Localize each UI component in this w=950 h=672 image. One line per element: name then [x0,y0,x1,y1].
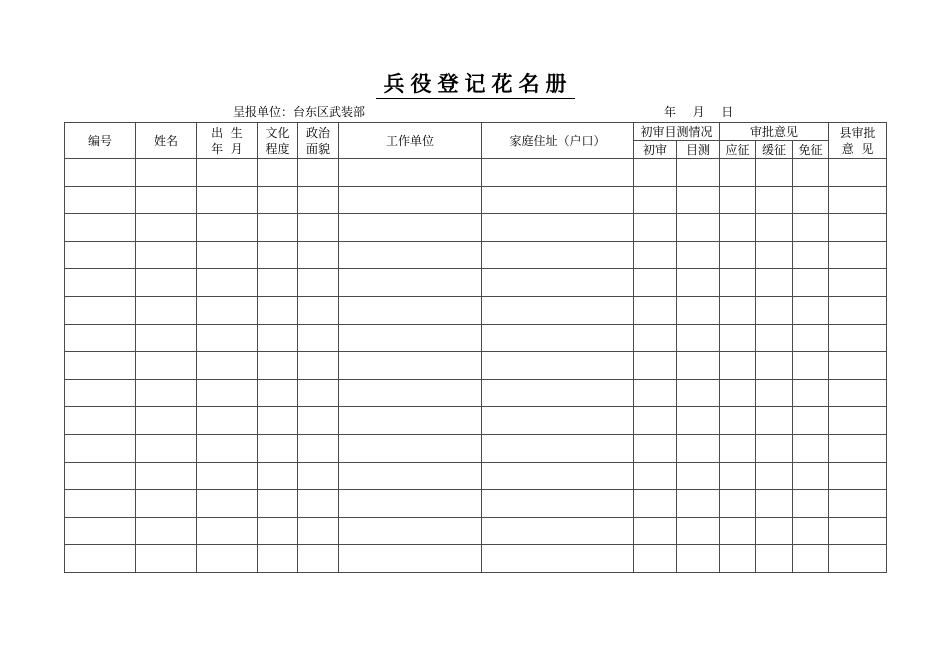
cell-education[interactable] [258,186,298,214]
cell-education[interactable] [258,269,298,297]
header-birth-line2: 年 月 [211,141,243,156]
cell-enlist[interactable] [720,352,756,380]
cell-county-approval[interactable] [829,159,887,187]
cell-visual-check[interactable] [677,517,720,545]
cell-name[interactable] [136,407,197,435]
cell-birth[interactable] [197,434,258,462]
cell-enlist[interactable] [720,296,756,324]
cell-deferred[interactable] [756,214,793,242]
cell-home-address[interactable] [482,186,634,214]
cell-education[interactable] [258,296,298,324]
cell-number[interactable] [65,462,136,490]
cell-visual-check[interactable] [677,296,720,324]
cell-enlist[interactable] [720,545,756,573]
report-unit: 呈报单位：台东区武装部 [233,105,366,119]
header-birth [197,123,258,159]
table-row [65,352,887,380]
cell-visual-check[interactable] [677,214,720,242]
cell-enlist[interactable] [720,241,756,269]
cell-birth[interactable] [197,379,258,407]
cell-home-address[interactable] [482,214,634,242]
cell-home-address[interactable] [482,352,634,380]
cell-home-address[interactable] [482,490,634,518]
cell-initial-review[interactable] [634,462,677,490]
cell-education[interactable] [258,352,298,380]
cell-exempt[interactable] [793,186,829,214]
cell-deferred[interactable] [756,186,793,214]
cell-name[interactable] [136,159,197,187]
cell-work-unit[interactable] [339,490,482,518]
cell-home-address[interactable] [482,434,634,462]
table-row [65,379,887,407]
cell-home-address[interactable] [482,462,634,490]
cell-initial-review[interactable] [634,241,677,269]
header-work-unit: 工作单位 [339,123,482,159]
cell-number[interactable] [65,159,136,187]
cell-education[interactable] [258,434,298,462]
cell-name[interactable] [136,324,197,352]
cell-education[interactable] [258,159,298,187]
cell-work-unit[interactable] [339,379,482,407]
cell-political[interactable] [298,379,339,407]
table-row [65,269,887,297]
cell-county-approval[interactable] [829,269,887,297]
cell-exempt[interactable] [793,379,829,407]
cell-political[interactable] [298,434,339,462]
cell-name[interactable] [136,269,197,297]
header-education-line2: 程度 [265,141,290,156]
cell-birth[interactable] [197,186,258,214]
cell-birth[interactable] [197,269,258,297]
cell-visual-check[interactable] [677,324,720,352]
cell-political[interactable] [298,186,339,214]
cell-home-address[interactable] [482,517,634,545]
cell-number[interactable] [65,434,136,462]
cell-work-unit[interactable] [339,545,482,573]
cell-name[interactable] [136,186,197,214]
cell-enlist[interactable] [720,379,756,407]
cell-exempt[interactable] [793,462,829,490]
cell-visual-check[interactable] [677,462,720,490]
cell-political[interactable] [298,296,339,324]
cell-exempt[interactable] [793,352,829,380]
cell-county-approval[interactable] [829,407,887,435]
cell-birth[interactable] [197,517,258,545]
date-field: 年 月 日 [664,105,737,119]
cell-county-approval[interactable] [829,545,887,573]
cell-county-approval[interactable] [829,379,887,407]
cell-work-unit[interactable] [339,159,482,187]
cell-political[interactable] [298,159,339,187]
cell-home-address[interactable] [482,379,634,407]
header-political [298,123,339,159]
cell-education[interactable] [258,462,298,490]
cell-education[interactable] [258,324,298,352]
cell-exempt[interactable] [793,296,829,324]
cell-deferred[interactable] [756,490,793,518]
cell-county-approval[interactable] [829,517,887,545]
table-row [65,241,887,269]
cell-name[interactable] [136,434,197,462]
table-row [65,214,887,242]
cell-exempt[interactable] [793,241,829,269]
cell-name[interactable] [136,352,197,380]
cell-county-approval[interactable] [829,296,887,324]
document-title [0,70,950,99]
cell-enlist[interactable] [720,324,756,352]
cell-deferred[interactable] [756,545,793,573]
cell-number[interactable] [65,379,136,407]
cell-home-address[interactable] [482,407,634,435]
cell-home-address[interactable] [482,159,634,187]
cell-work-unit[interactable] [339,352,482,380]
cell-name[interactable] [136,296,197,324]
title-text: 兵役登记花名册 [376,70,575,99]
cell-number[interactable] [65,214,136,242]
table-row [65,324,887,352]
table-row [65,545,887,573]
header-political-line1: 政治 [305,125,330,140]
cell-work-unit[interactable] [339,462,482,490]
cell-exempt[interactable] [793,545,829,573]
header-row-1 [65,123,887,141]
table-row [65,462,887,490]
header-exempt: 免征 [793,141,829,159]
cell-initial-review[interactable] [634,324,677,352]
cell-deferred[interactable] [756,324,793,352]
cell-visual-check[interactable] [677,241,720,269]
cell-county-approval[interactable] [829,462,887,490]
cell-work-unit[interactable] [339,517,482,545]
cell-visual-check[interactable] [677,352,720,380]
cell-education[interactable] [258,214,298,242]
header-home-address: 家庭住址（户口） [482,123,634,159]
cell-home-address[interactable] [482,296,634,324]
cell-home-address[interactable] [482,324,634,352]
cell-birth[interactable] [197,407,258,435]
cell-work-unit[interactable] [339,214,482,242]
cell-number[interactable] [65,517,136,545]
cell-initial-review[interactable] [634,352,677,380]
header-county-approval [829,123,887,159]
cell-home-address[interactable] [482,241,634,269]
cell-exempt[interactable] [793,434,829,462]
cell-name[interactable] [136,214,197,242]
cell-visual-check[interactable] [677,490,720,518]
cell-initial-review[interactable] [634,186,677,214]
cell-county-approval[interactable] [829,434,887,462]
cell-number[interactable] [65,545,136,573]
cell-county-approval[interactable] [829,490,887,518]
cell-work-unit[interactable] [339,186,482,214]
cell-number[interactable] [65,269,136,297]
cell-political[interactable] [298,214,339,242]
header-initial-review-group: 初审目测情况 [634,123,720,141]
cell-county-approval[interactable] [829,324,887,352]
roster-table [64,122,887,573]
header-name: 姓名 [136,123,197,159]
cell-political[interactable] [298,545,339,573]
cell-number[interactable] [65,352,136,380]
header-visual-check: 目测 [677,141,720,159]
cell-initial-review[interactable] [634,269,677,297]
cell-initial-review[interactable] [634,545,677,573]
cell-visual-check[interactable] [677,379,720,407]
table-row [65,296,887,324]
cell-deferred[interactable] [756,407,793,435]
cell-deferred[interactable] [756,517,793,545]
table-row [65,434,887,462]
cell-education[interactable] [258,517,298,545]
cell-enlist[interactable] [720,434,756,462]
header-approval-group: 审批意见 [720,123,829,141]
cell-visual-check[interactable] [677,159,720,187]
cell-county-approval[interactable] [829,241,887,269]
cell-county-approval[interactable] [829,352,887,380]
header-enlist: 应征 [720,141,756,159]
cell-birth[interactable] [197,159,258,187]
cell-exempt[interactable] [793,324,829,352]
cell-initial-review[interactable] [634,214,677,242]
cell-work-unit[interactable] [339,407,482,435]
cell-birth[interactable] [197,352,258,380]
cell-county-approval[interactable] [829,214,887,242]
cell-political[interactable] [298,462,339,490]
cell-number[interactable] [65,407,136,435]
cell-education[interactable] [258,545,298,573]
cell-number[interactable] [65,241,136,269]
cell-deferred[interactable] [756,462,793,490]
cell-home-address[interactable] [482,545,634,573]
cell-enlist[interactable] [720,186,756,214]
cell-work-unit[interactable] [339,324,482,352]
cell-work-unit[interactable] [339,269,482,297]
cell-deferred[interactable] [756,159,793,187]
cell-political[interactable] [298,407,339,435]
cell-birth[interactable] [197,545,258,573]
header-county-line1: 县审批 [839,125,876,140]
header-political-line2: 面貌 [305,141,330,156]
cell-political[interactable] [298,241,339,269]
cell-work-unit[interactable] [339,296,482,324]
cell-birth[interactable] [197,214,258,242]
cell-name[interactable] [136,462,197,490]
header-education [258,123,298,159]
cell-number[interactable] [65,324,136,352]
cell-work-unit[interactable] [339,434,482,462]
table-row [65,490,887,518]
cell-name[interactable] [136,241,197,269]
cell-enlist[interactable] [720,517,756,545]
table-row [65,517,887,545]
cell-education[interactable] [258,241,298,269]
cell-birth[interactable] [197,462,258,490]
cell-initial-review[interactable] [634,490,677,518]
cell-county-approval[interactable] [829,186,887,214]
cell-birth[interactable] [197,296,258,324]
cell-education[interactable] [258,379,298,407]
cell-birth[interactable] [197,324,258,352]
cell-name[interactable] [136,517,197,545]
cell-exempt[interactable] [793,407,829,435]
cell-enlist[interactable] [720,159,756,187]
table-row [65,407,887,435]
header-county-line2: 意 见 [841,141,874,156]
cell-education[interactable] [258,490,298,518]
cell-enlist[interactable] [720,490,756,518]
cell-exempt[interactable] [793,269,829,297]
cell-deferred[interactable] [756,241,793,269]
cell-deferred[interactable] [756,352,793,380]
cell-deferred[interactable] [756,434,793,462]
cell-number[interactable] [65,296,136,324]
cell-enlist[interactable] [720,407,756,435]
cell-name[interactable] [136,545,197,573]
cell-name[interactable] [136,379,197,407]
header-number: 编号 [65,123,136,159]
cell-initial-review[interactable] [634,296,677,324]
cell-enlist[interactable] [720,214,756,242]
cell-initial-review[interactable] [634,159,677,187]
cell-visual-check[interactable] [677,407,720,435]
cell-birth[interactable] [197,241,258,269]
header-birth-line1: 出 生 [211,125,243,140]
cell-visual-check[interactable] [677,186,720,214]
header-deferred: 缓征 [756,141,793,159]
header-education-line1: 文化 [265,125,290,140]
cell-visual-check[interactable] [677,545,720,573]
cell-political[interactable] [298,490,339,518]
cell-name[interactable] [136,490,197,518]
cell-enlist[interactable] [720,462,756,490]
cell-political[interactable] [298,517,339,545]
cell-home-address[interactable] [482,269,634,297]
cell-enlist[interactable] [720,269,756,297]
cell-initial-review[interactable] [634,434,677,462]
cell-birth[interactable] [197,490,258,518]
cell-number[interactable] [65,186,136,214]
table-row [65,159,887,187]
header-initial-review: 初审 [634,141,677,159]
cell-exempt[interactable] [793,490,829,518]
cell-number[interactable] [65,490,136,518]
table-row [65,186,887,214]
cell-initial-review[interactable] [634,407,677,435]
cell-work-unit[interactable] [339,241,482,269]
cell-visual-check[interactable] [677,434,720,462]
cell-political[interactable] [298,269,339,297]
cell-deferred[interactable] [756,379,793,407]
cell-exempt[interactable] [793,517,829,545]
cell-exempt[interactable] [793,214,829,242]
cell-education[interactable] [258,407,298,435]
cell-deferred[interactable] [756,296,793,324]
cell-political[interactable] [298,324,339,352]
cell-exempt[interactable] [793,159,829,187]
cell-initial-review[interactable] [634,379,677,407]
cell-initial-review[interactable] [634,517,677,545]
cell-visual-check[interactable] [677,269,720,297]
cell-deferred[interactable] [756,269,793,297]
cell-political[interactable] [298,352,339,380]
